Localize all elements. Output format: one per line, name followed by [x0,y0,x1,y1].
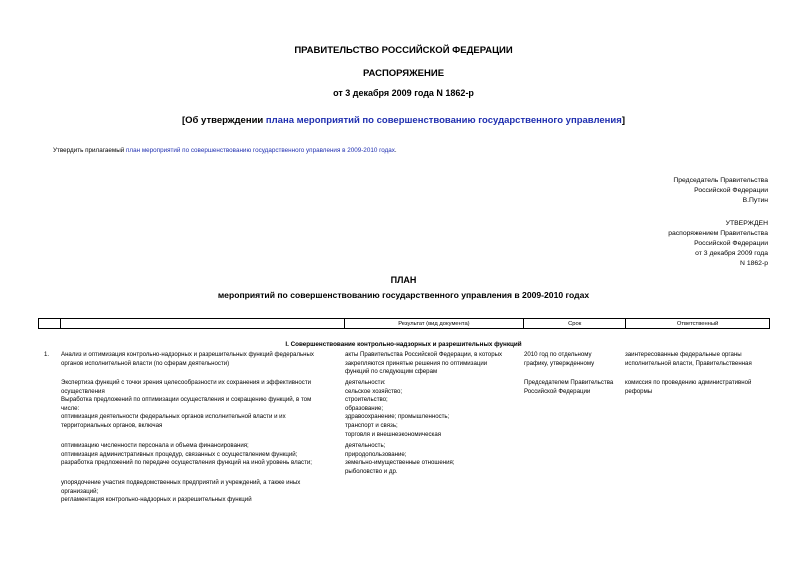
approval-line: N 1862-р [740,260,768,267]
text-line: деятельности: [345,379,386,386]
text-line: упорядочение участия подведомственных предприятий и учреждений, а также иных [61,479,301,486]
approval-line: УТВЕРЖДЕН [725,220,768,227]
header-cell [60,319,344,329]
signature-line: В.Путин [742,197,768,204]
text-line: функций по следующим сферам [345,368,438,376]
text-line: оптимизация деятельности федеральных органов исполнительной власти и их [61,413,286,421]
text-line: закрепляются принятые решения по оптимизации [345,359,488,367]
text-line: акты Правительства Российской Федерации, в которых [345,351,503,358]
table-header-row [39,319,770,329]
row-number: 1. [44,351,50,358]
government-heading: ПРАВИТЕЛЬСТВО РОССИЙСКОЙ ФЕДЕРАЦИИ [294,45,513,56]
text-line: заинтересованные федеральные органы [625,351,742,358]
plan-title: ПЛАН [390,275,417,285]
text-line: строительство; [345,396,388,404]
approval-line: Российской Федерации [694,240,768,247]
text-line: Выработка предложений по оптимизации осуществления и сокращению функций, в том [61,396,312,404]
plan-table [38,318,770,329]
text-line: рыболовство и др. [345,467,398,475]
signature-line: Российской Федерации [694,187,768,194]
section-heading: I. Совершенствование контрольно-надзорных и разрешительных функций [285,341,522,348]
text-line: Председателем Правительства [524,379,614,386]
intro-prefix: Утвердить прилагаемый [53,147,127,154]
text-line: исполнительной власти, Правительственная [625,359,752,367]
text-line: реформы [625,387,653,395]
text-line: комиссия по проведению административной [625,379,752,386]
text-line: земельно-имущественные отношения; [345,459,455,467]
subject-link[interactable]: плана мероприятий по совершенствованию государственного управления [265,115,622,126]
subject-prefix: [Об утверждении [182,115,266,126]
text-line: здравоохранение; промышленность; [345,413,450,421]
document-type-heading: РАСПОРЯЖЕНИЕ [362,68,445,79]
header-cell: Ответственный [626,319,770,329]
text-line: Анализ и оптимизация контрольно-надзорных и разрешительных функций федеральных [61,351,314,358]
deadline-block [524,351,622,368]
deadline-block [524,379,622,396]
text-line: сельское хозяйство; [345,387,403,395]
text-line: Российской Федерации [524,387,591,395]
measure-block [61,379,341,431]
text-line: деятельность; [345,442,386,449]
header-cell: Результат (вид документа) [344,319,524,329]
text-line: транспорт и связь; [345,421,398,429]
text-line: природопользование; [345,450,407,458]
measure-block [61,351,341,368]
text-line: оптимизация административных процедур, связанных с осуществлением функций; [61,450,298,458]
plan-subtitle: мероприятий по совершенствованию государственного управления в 2009-2010 годах [217,290,590,300]
signature-block [673,176,768,206]
text-line: графику, утвержденному [524,359,595,367]
intro-suffix: . [394,147,397,154]
text-line: торговля и внешнеэкономическая [345,430,442,438]
subject-suffix: ] [621,115,625,126]
text-line: числе: [61,404,80,412]
text-line: регламентация контрольно-надзорных и разрешительных функций [61,496,252,504]
approval-line: от 3 декабря 2009 года [695,250,768,257]
text-line: Экспертиза функций с точки зрения целесообразности их сохранения и эффективности [61,379,312,386]
text-line: 2010 год по отдельному [524,351,592,358]
header-cell: Срок [524,319,626,329]
responsible-block [625,351,773,368]
measure-block [61,442,341,468]
text-line: разработка предложений по передаче осуществления функций на иной уровень власти; [61,459,312,467]
approval-line: распоряжением Правительства [668,230,768,237]
responsible-block [625,379,773,396]
text-line: осуществления [61,387,105,395]
document-date-number: от 3 декабря 2009 года N 1862-р [333,88,474,98]
document-subject [0,115,807,126]
approval-block [668,219,768,269]
signature-line: Председатель Правительства [673,177,768,184]
intro-text [53,147,397,154]
text-line: оптимизацию численности персонала и объема финансирования; [61,442,249,449]
result-block [345,442,523,476]
measure-block [61,479,341,505]
text-line: образование; [345,404,384,412]
header-cell [39,319,61,329]
result-block [345,351,523,377]
text-line: организаций; [61,487,99,495]
text-line: органов исполнительной власти (по сферам деятельности) [61,359,230,367]
text-line: территориальных органов, включая [61,421,163,429]
result-block [345,379,523,439]
intro-plan-link[interactable]: план мероприятий по совершенствованию государственного управления в 2009-2010 годах [126,147,395,154]
